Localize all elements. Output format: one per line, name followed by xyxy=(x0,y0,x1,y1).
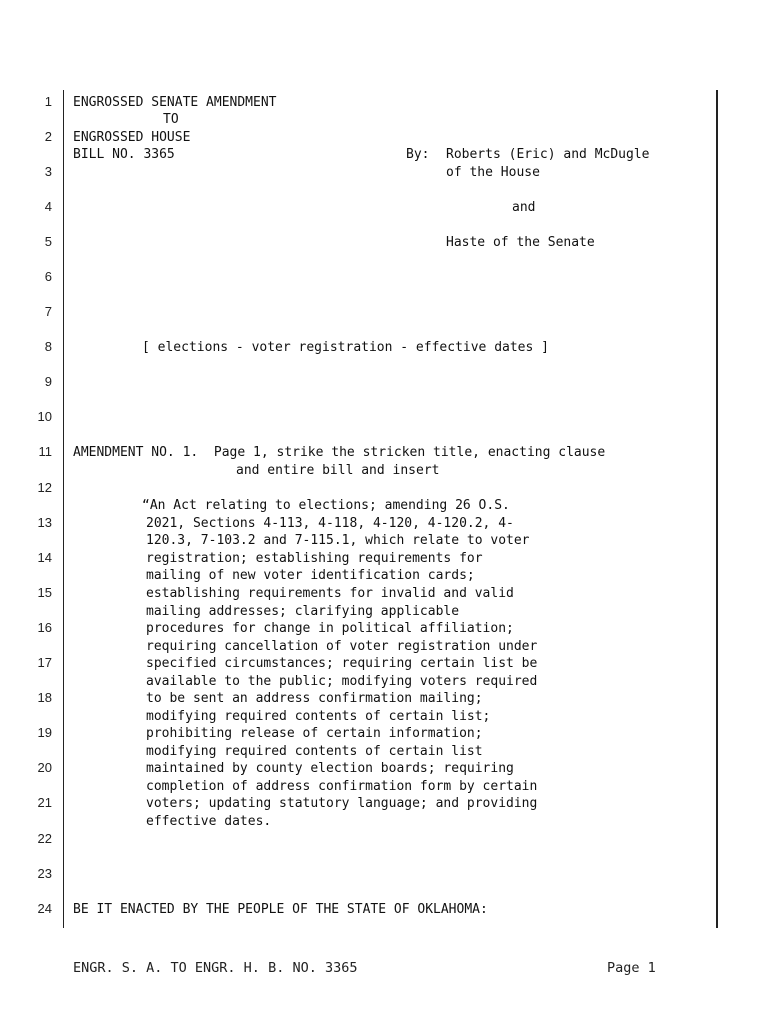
title-line: mailing of new voter identification cards; xyxy=(146,568,475,583)
line-number: 10 xyxy=(37,409,52,424)
line-number: 20 xyxy=(37,760,52,775)
title-line: registration; establishing requirements for xyxy=(146,551,483,566)
amendment-line-1: AMENDMENT NO. 1. Page 1, strike the stricken title, enacting clause xyxy=(73,445,606,460)
amendment-line-2: and entire bill and insert xyxy=(236,463,440,478)
line-number: 8 xyxy=(44,339,52,354)
line-number: 16 xyxy=(37,620,52,635)
line-number: 19 xyxy=(37,725,52,740)
left-margin-rule xyxy=(63,90,64,928)
heading-line-2: TO xyxy=(163,112,179,127)
title-line: procedures for change in political affiliation; xyxy=(146,621,514,636)
line-number: 22 xyxy=(37,831,52,846)
right-margin-rule xyxy=(716,90,718,928)
heading-line-1: ENGROSSED SENATE AMENDMENT xyxy=(73,95,277,110)
line-number: 21 xyxy=(37,795,52,810)
line-number: 15 xyxy=(37,585,52,600)
line-number: 14 xyxy=(37,550,52,565)
title-line: prohibiting release of certain information; xyxy=(146,726,483,741)
sponsor-house-line-2: of the House xyxy=(446,165,540,180)
line-number: 12 xyxy=(37,480,52,495)
sponsor-senate: Haste of the Senate xyxy=(446,235,595,250)
title-line: to be sent an address confirmation mailing; xyxy=(146,691,483,706)
title-line: available to the public; modifying voters required xyxy=(146,674,538,689)
line-number: 23 xyxy=(37,866,52,881)
title-line: 120.3, 7-103.2 and 7-115.1, which relate to voter xyxy=(146,533,530,548)
line-number: 13 xyxy=(37,515,52,530)
sponsor-house-line-1: Roberts (Eric) and McDugle xyxy=(446,147,650,162)
title-line: requiring cancellation of voter registration under xyxy=(146,639,538,654)
line-number: 6 xyxy=(44,269,52,284)
title-line: mailing addresses; clarifying applicable xyxy=(146,604,460,619)
title-line: specified circumstances; requiring certain list be xyxy=(146,656,538,671)
footer-page-number: Page 1 xyxy=(607,960,656,976)
title-line: completion of address confirmation form by certain xyxy=(146,779,538,794)
sponsor-and: and xyxy=(512,200,536,215)
line-number: 5 xyxy=(44,234,52,249)
footer-bill-reference: ENGR. S. A. TO ENGR. H. B. NO. 3365 xyxy=(73,960,358,976)
title-line: maintained by county election boards; requiring xyxy=(146,761,514,776)
line-number: 4 xyxy=(44,199,52,214)
title-line: effective dates. xyxy=(146,814,272,829)
heading-line-3: ENGROSSED HOUSE xyxy=(73,130,191,145)
sponsor-by-label: By: xyxy=(406,147,430,162)
title-line: 2021, Sections 4-113, 4-118, 4-120, 4-120.2, 4- xyxy=(146,516,514,531)
title-line: “An Act relating to elections; amending 26 O.S. xyxy=(142,498,510,513)
title-line: modifying required contents of certain list; xyxy=(146,709,491,724)
line-number: 9 xyxy=(44,374,52,389)
title-line: modifying required contents of certain list xyxy=(146,744,483,759)
title-line: voters; updating statutory language; and providing xyxy=(146,796,538,811)
line-number: 2 xyxy=(44,129,52,144)
bill-subject: [ elections - voter registration - effective dates ] xyxy=(142,340,549,355)
enacting-clause: BE IT ENACTED BY THE PEOPLE OF THE STATE OF OKLAHOMA: xyxy=(73,902,488,917)
line-number: 17 xyxy=(37,655,52,670)
line-number: 24 xyxy=(37,901,52,916)
line-number: 18 xyxy=(37,690,52,705)
line-number: 7 xyxy=(44,304,52,319)
title-line: establishing requirements for invalid and valid xyxy=(146,586,514,601)
line-number: 1 xyxy=(44,94,52,109)
heading-line-4: BILL NO. 3365 xyxy=(73,147,175,162)
line-number: 11 xyxy=(38,444,52,459)
line-number: 3 xyxy=(44,164,52,179)
